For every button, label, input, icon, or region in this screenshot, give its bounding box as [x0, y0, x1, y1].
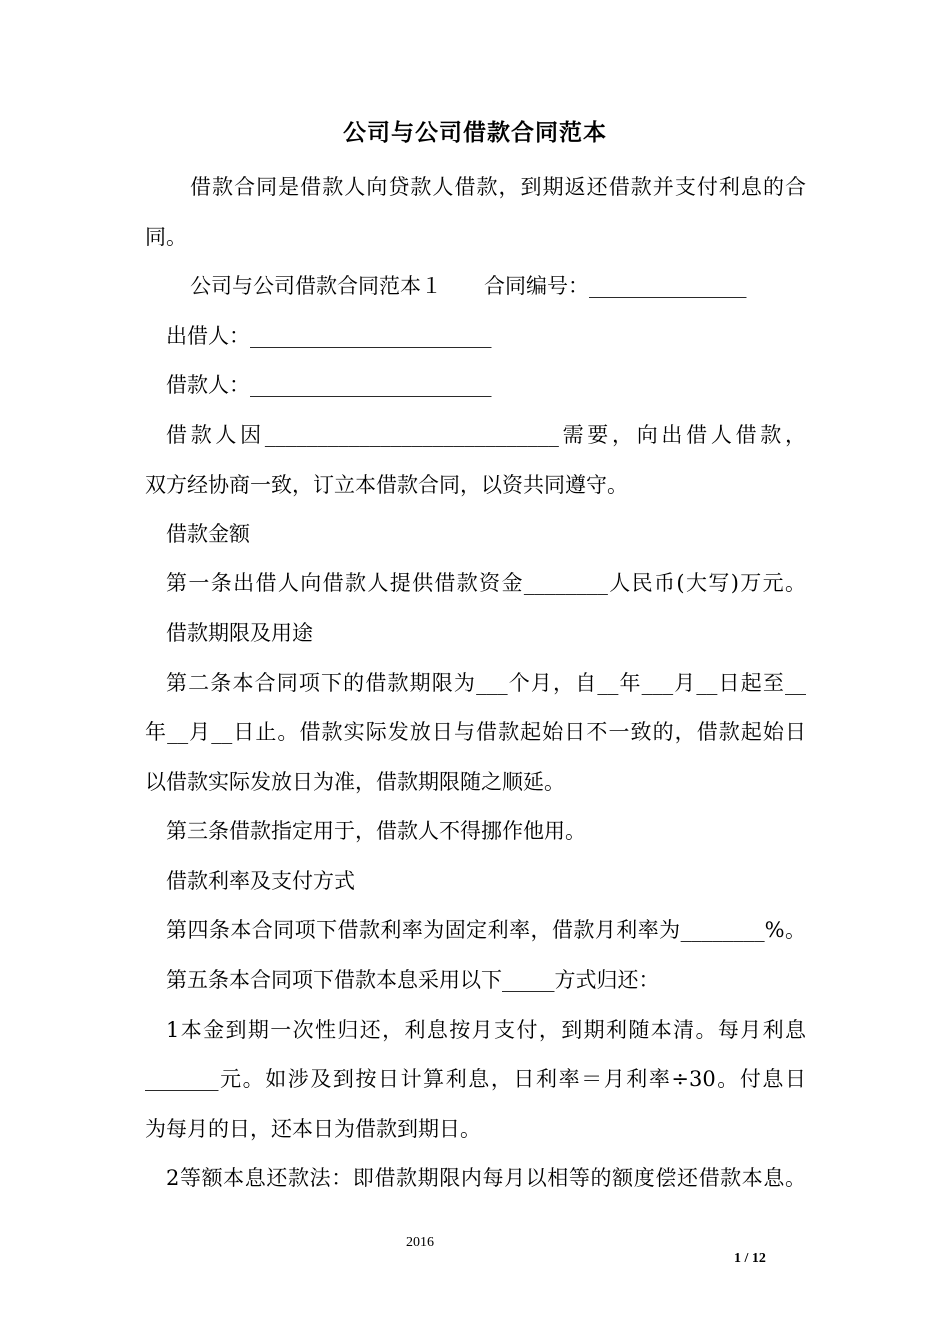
section-heading: 借款金额: [166, 522, 250, 546]
clause-line: 第三条借款指定用于，借款人不得挪作他用。: [166, 819, 586, 843]
clause-line: 第二条本合同项下的借款期限为___个月，自__年___月__日起至__: [166, 671, 806, 695]
clause-line: 1本金到期一次性归还，利息按月支付，到期利随本清。每月利息: [166, 1018, 806, 1042]
paragraph-line: 双方经协商一致，订立本借款合同，以资共同遵守。: [145, 473, 628, 497]
paragraph-line: 同。: [145, 225, 187, 249]
clause-line: 为每月的日，还本日为借款到期日。: [145, 1117, 481, 1141]
lender-line: 出借人：_______________________: [166, 324, 492, 348]
footer-year: 2016: [406, 1235, 434, 1250]
document-title: 公司与公司借款合同范本: [343, 120, 607, 146]
paragraph-line: 借款合同是借款人向贷款人借款，到期返还借款并支付利息的合: [190, 175, 806, 199]
borrower-line: 借款人：_______________________: [166, 373, 492, 397]
clause-line: 以借款实际发放日为准，借款期限随之顺延。: [145, 770, 565, 794]
page-number: 1 / 12: [734, 1251, 766, 1266]
section-heading: 借款期限及用途: [166, 621, 313, 645]
section-heading: 借款利率及支付方式: [166, 869, 355, 893]
clause-line: 第五条本合同项下借款本息采用以下_____方式归还：: [166, 968, 660, 992]
clause-line: 第四条本合同项下借款利率为固定利率，借款月利率为________%。: [166, 918, 806, 942]
paragraph-line: 借款人因____________________________需要，向出借人借款，: [166, 423, 806, 447]
contract-number-line: 公司与公司借款合同范本１ 合同编号：_______________: [190, 274, 747, 298]
clause-line: _______元。如涉及到按日计算利息，日利率＝月利率÷30。付息日: [145, 1067, 806, 1091]
clause-line: 年__月__日止。借款实际发放日与借款起始日不一致的，借款起始日: [145, 720, 806, 744]
clause-line: 第一条出借人向借款人提供借款资金________人民币(大写)万元。: [166, 571, 806, 595]
clause-line: 2等额本息还款法：即借款期限内每月以相等的额度偿还借款本息。: [166, 1166, 806, 1190]
